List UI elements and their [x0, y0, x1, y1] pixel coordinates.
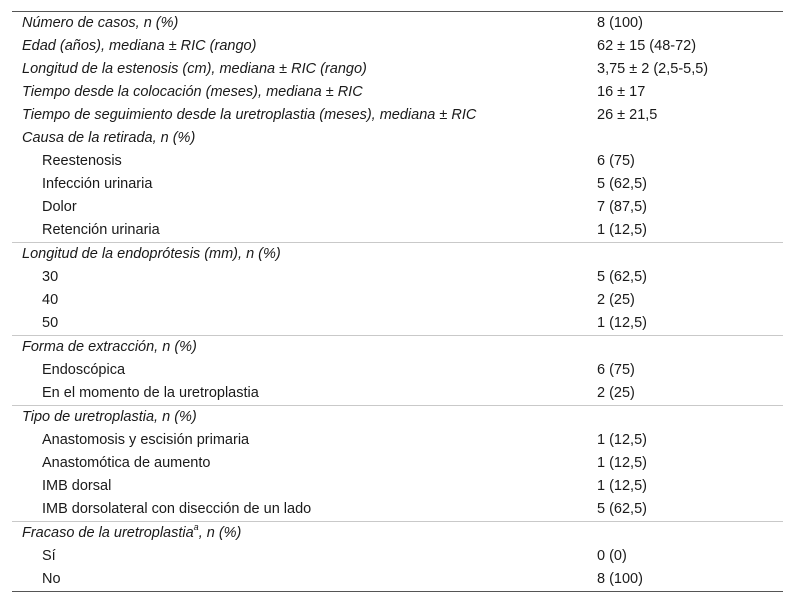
- table-row: [12, 429, 783, 452]
- item-label: IMB dorsal: [42, 478, 112, 494]
- item-value: 6 (75): [597, 153, 635, 169]
- row-value: 16 ± 17: [597, 84, 646, 100]
- table-row: [12, 312, 783, 336]
- item-value: 1 (12,5): [597, 432, 647, 448]
- item-value: 1 (12,5): [597, 222, 647, 238]
- row-label: Longitud de la estenosis (cm), mediana ± RIC (rango): [22, 61, 367, 77]
- item-label: 30: [42, 269, 59, 285]
- table-row: [12, 498, 783, 522]
- item-value: 7 (87,5): [597, 199, 647, 215]
- group-title-text: Fracaso de la uretroplastia: [22, 525, 194, 541]
- group-header-row: [12, 127, 783, 150]
- item-label: Sí: [42, 548, 56, 564]
- table-row: [12, 104, 783, 127]
- row-label: Tiempo desde la colocación (meses), mediana ± RIC: [22, 84, 363, 100]
- item-value: 5 (62,5): [597, 176, 647, 192]
- row-value: 3,75 ± 2 (2,5-5,5): [597, 61, 709, 77]
- table-row: [12, 58, 783, 81]
- item-value: 6 (75): [597, 362, 635, 378]
- table-row: [12, 12, 783, 35]
- item-value: 5 (62,5): [597, 269, 647, 285]
- item-value: 0 (0): [597, 548, 627, 564]
- group-title: [12, 522, 587, 546]
- table-row: [12, 150, 783, 173]
- row-value: 26 ± 21,5: [597, 107, 658, 123]
- row-label: Tiempo de seguimiento desde la uretroplastia (meses), mediana ± RIC: [22, 107, 477, 123]
- group-title-suffix: , n (%): [198, 525, 242, 541]
- item-value: 1 (12,5): [597, 455, 647, 471]
- table-row: [12, 266, 783, 289]
- item-label: Anastomosis y escisión primaria: [42, 432, 250, 448]
- item-label: IMB dorsolateral con disección de un lado: [42, 501, 312, 517]
- row-label: Edad (años), mediana ± RIC (rango): [22, 38, 257, 54]
- group-title: Longitud de la endoprótesis (mm), n (%): [12, 243, 587, 267]
- item-value: 8 (100): [597, 571, 643, 587]
- group-header-row: [12, 406, 783, 430]
- item-label: 40: [42, 292, 59, 308]
- table-row: [12, 35, 783, 58]
- item-label: Infección urinaria: [42, 176, 153, 192]
- item-value: 1 (12,5): [597, 478, 647, 494]
- item-value: 2 (25): [597, 385, 635, 401]
- table-row: [12, 452, 783, 475]
- table-row: [12, 289, 783, 312]
- item-value: 1 (12,5): [597, 315, 647, 331]
- item-label: Retención urinaria: [42, 222, 160, 238]
- item-label: 50: [42, 315, 59, 331]
- item-value: 2 (25): [597, 292, 635, 308]
- item-label: No: [42, 571, 61, 587]
- group-header-row: [12, 243, 783, 267]
- table-row: [12, 359, 783, 382]
- table-row: [12, 568, 783, 591]
- row-label: Número de casos, n (%): [22, 15, 179, 31]
- group-title: Causa de la retirada, n (%): [22, 130, 196, 146]
- item-label: Endoscópica: [42, 362, 126, 378]
- item-label: Reestenosis: [42, 153, 122, 169]
- footnote-marker: a: [193, 522, 199, 533]
- table-row: [12, 382, 783, 406]
- item-label: En el momento de la uretroplastia: [42, 385, 259, 401]
- data-table-wrapper: [12, 11, 783, 592]
- row-value: 62 ± 15 (48-72): [597, 38, 697, 54]
- table-row: [12, 219, 783, 243]
- group-header-row: [12, 522, 783, 546]
- table-row: [12, 475, 783, 498]
- table-row: [12, 173, 783, 196]
- group-title: Tipo de uretroplastia, n (%): [12, 406, 587, 430]
- row-value: 8 (100): [597, 15, 643, 31]
- group-title: Forma de extracción, n (%): [12, 336, 587, 360]
- item-value: 5 (62,5): [597, 501, 647, 517]
- data-table: [12, 12, 783, 591]
- item-label: Anastomótica de aumento: [42, 455, 211, 471]
- group-header-row: [12, 336, 783, 360]
- table-row: [12, 545, 783, 568]
- table-row: [12, 81, 783, 104]
- table-row: [12, 196, 783, 219]
- item-label: Dolor: [42, 199, 77, 215]
